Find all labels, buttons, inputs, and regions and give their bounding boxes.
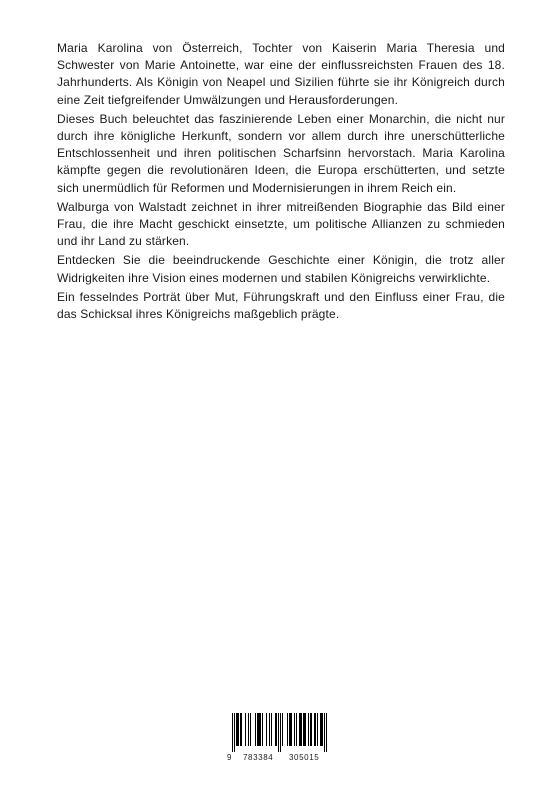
barcode-bar — [300, 713, 301, 746]
barcode-bar — [269, 713, 270, 746]
barcode-bar — [290, 713, 291, 746]
barcode-bar — [258, 713, 259, 746]
barcode-bar — [266, 713, 267, 746]
barcode-bar — [275, 713, 276, 746]
isbn-barcode — [226, 713, 334, 765]
barcode-bar — [271, 713, 272, 746]
barcode-bar — [305, 713, 306, 746]
barcode-bar — [320, 713, 321, 746]
barcode-first-digit: 9 — [227, 753, 232, 762]
barcode-bar — [257, 713, 258, 746]
barcode-bar — [308, 713, 309, 746]
barcode-bar — [324, 713, 325, 752]
barcode-bar — [314, 713, 315, 746]
barcode-bar — [287, 713, 288, 746]
blurb-paragraph-4: Entdecken Sie die beeindruckende Geschichte einer Königin, die trotz aller Widrigkeiten ihre Vision eines modernen und stabilen Königreichs verwirklichte. — [57, 253, 505, 285]
barcode-bar — [241, 713, 242, 746]
barcode-bar — [240, 713, 241, 746]
barcode-bar — [245, 713, 246, 746]
barcode-bar — [291, 713, 292, 746]
barcode-bar — [278, 713, 279, 752]
barcode-bar — [255, 713, 256, 746]
barcode-bar — [237, 713, 238, 746]
barcode-bar — [294, 713, 295, 746]
barcode-bar — [310, 713, 311, 746]
barcode-bar — [236, 713, 237, 746]
blurb-paragraph-3: Walburga von Walstadt zeichnet in ihrer mitreißenden Biographie das Bild einer Frau, die ihre Macht geschickt einsetzte, um politische Allianzen zu schmieden und ihr Land zu stärken. — [57, 199, 505, 249]
barcode-bar — [260, 713, 261, 746]
barcode-left-digits: 783384 — [243, 753, 274, 762]
barcode-bar — [315, 713, 316, 746]
barcode-bar — [259, 713, 260, 746]
barcode-bar — [322, 713, 323, 746]
barcode-bar — [289, 713, 290, 746]
barcode-bar — [238, 713, 239, 746]
barcode-bar — [276, 713, 277, 746]
barcode-bar — [321, 713, 322, 746]
barcode-right-digits: 305015 — [289, 753, 320, 762]
barcode-bars — [226, 713, 334, 755]
barcode-bar — [299, 713, 300, 746]
barcode-bar — [248, 713, 249, 746]
barcode-bar — [232, 713, 233, 752]
barcode-bar — [296, 713, 297, 746]
barcode-bar — [282, 713, 283, 746]
barcode-bar — [326, 713, 327, 752]
barcode-bar — [280, 713, 281, 752]
barcode-bar — [301, 713, 302, 746]
blurb-paragraph-1: Maria Karolina von Österreich, Tochter von Kaiserin Maria Theresia und Schwester von Marie Antoinette, war eine der einflussreichsten Frauen des 18. Jahrhunderts. Als Königin von Neapel und Sizilien führte sie ihr Königreich durch eine Zeit tiefgreifender Umwälzungen und Herausforderungen. — [57, 41, 505, 107]
barcode-bar — [262, 713, 263, 746]
barcode-bar — [304, 713, 305, 746]
back-cover-blurb — [57, 40, 505, 325]
barcode-bar — [317, 713, 318, 746]
barcode-digits — [226, 753, 334, 764]
barcode-bar — [234, 713, 235, 752]
barcode-bar — [303, 713, 304, 746]
barcode-bar — [250, 713, 251, 746]
blurb-paragraph-2: Dieses Buch beleuchtet das faszinierende Leben einer Monarchin, die nicht nur durch ihre königliche Herkunft, sondern vor allem durch ihre unerschütterliche Entschlossenheit und ihren politischen Scharfsinn hervorstach. Maria Karolina kämpfte gegen die revolutionären Ideen, die Europa erschütterten, und setzte sich unermüdlich für Reformen und Modernisierungen in ihrem Reich ein. — [57, 111, 505, 195]
barcode-bar — [311, 713, 312, 746]
blurb-paragraph-5: Ein fesselndes Porträt über Mut, Führungskraft und den Einfluss einer Frau, die das Schicksal ihres Königreichs maßgeblich prägte. — [57, 289, 505, 322]
